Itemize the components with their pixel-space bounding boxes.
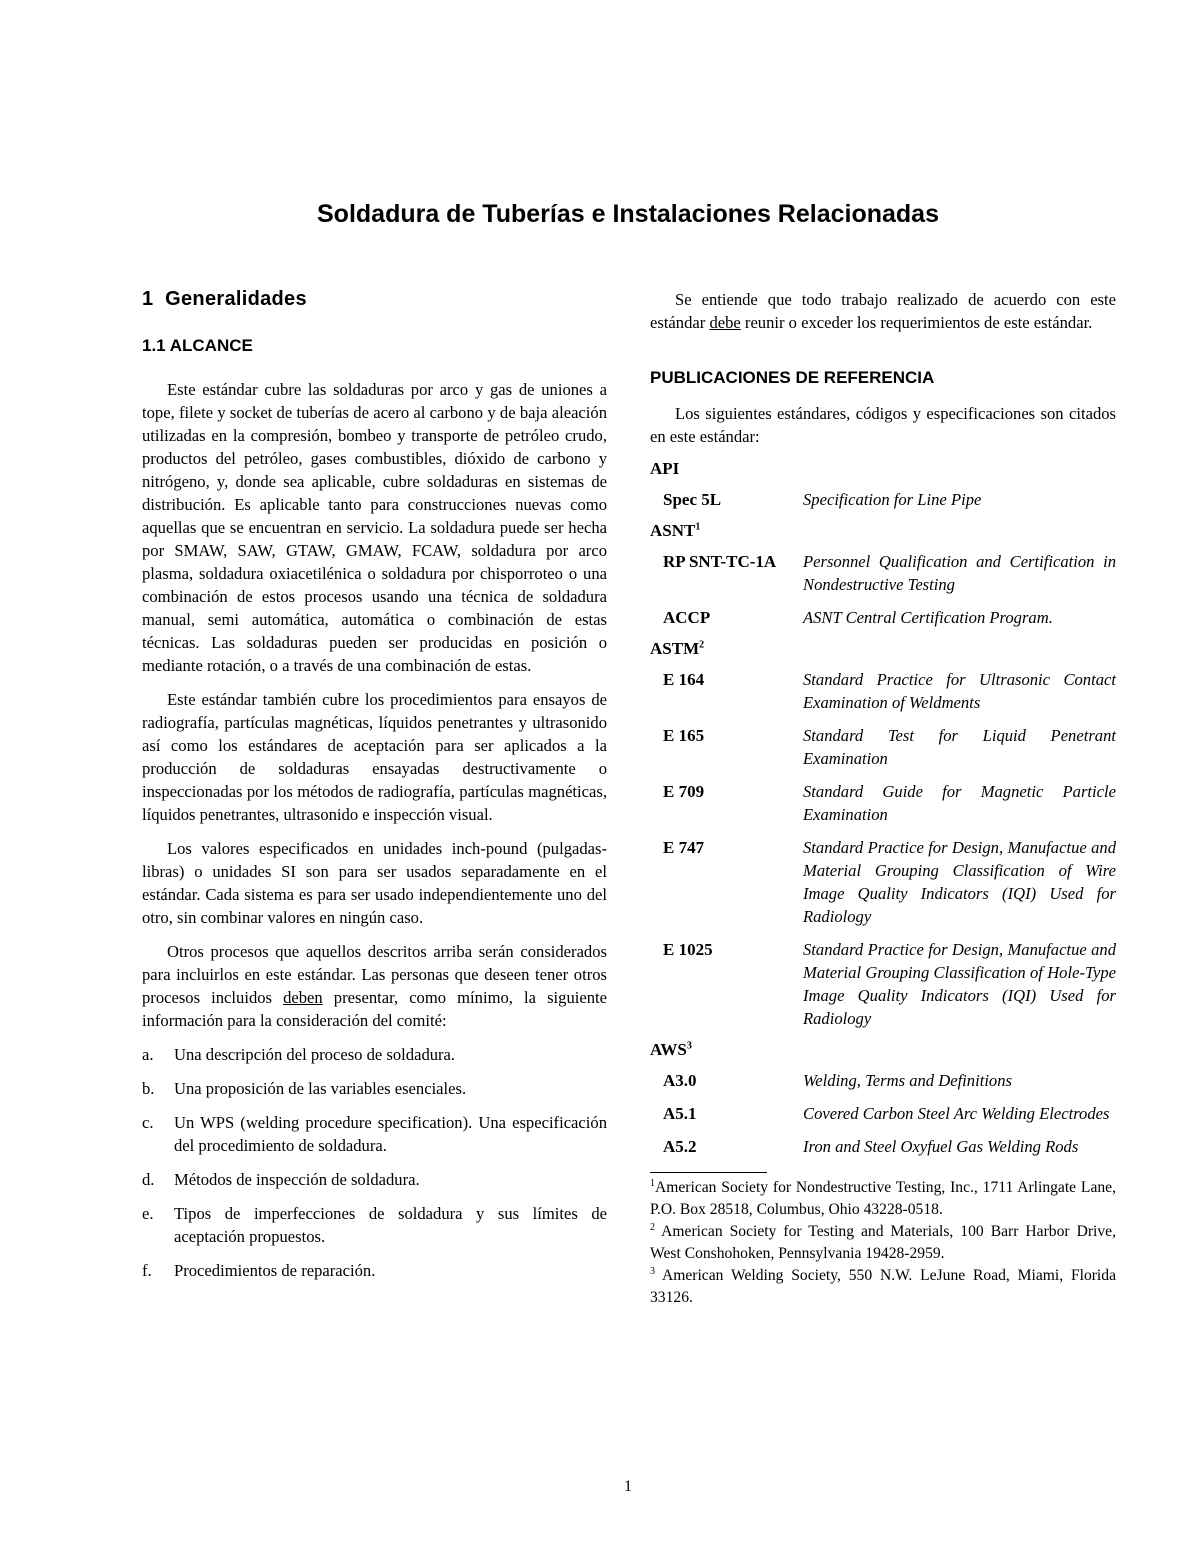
scope-paragraph-2: Este estándar también cubre los procedimientos para ensayos de radiografía, partículas magnéticas, líquidos penetrantes y ultrasonido así como los estándares de aceptación para ser aplicados a la producción de soldaduras ensayadas destructivamente o inspeccionadas por los métodos de radiografía, partículas magnéticas, líquidos penetrantes, ultrasonido e inspección visual. [142,690,607,824]
conformance-paragraph [650,288,1116,334]
org-name: AWS [650,1040,687,1059]
list-text: Tipos de imperfecciones de soldadura y sus límites de aceptación propuestos. [174,1204,607,1246]
reference-desc: Standard Practice for Design, Manufactue and Material Grouping Classification of Wire Image Quality Indicators (IQI) Used for Radiology [803,838,1116,926]
reference-entry [650,1069,1116,1092]
reference-desc: Personnel Qualification and Certification in Nondestructive Testing [803,552,1116,594]
right-column [650,288,1116,1309]
org-name: ASNT [650,521,696,540]
list-item [142,1077,607,1100]
reference-entry [650,488,1116,511]
list-label: b. [142,1079,155,1098]
org-heading-asnt [650,521,1116,541]
reference-entry [650,1102,1116,1125]
list-text: Métodos de inspección de soldadura. [174,1170,420,1189]
reference-code: E 164 [663,670,705,689]
reference-entry [650,668,1116,714]
org-name: API [650,459,680,478]
footnote-mark: 3 [650,1265,655,1277]
reference-desc: Covered Carbon Steel Arc Welding Electrodes [803,1104,1110,1123]
reference-desc: Standard Practice for Design, Manufactue and Material Grouping Classification of Hole-Type Image Quality Indicators (IQI) Used for Radiology [803,940,1116,1028]
page-title: Soldadura de Tuberías e Instalaciones Relacionadas [317,200,939,228]
reference-desc: Welding, Terms and Definitions [803,1071,1012,1090]
footnote-ref: 2 [699,639,705,651]
footnote [650,1265,1116,1309]
reference-code: A5.1 [663,1104,697,1123]
page-number: 1 [624,1478,632,1495]
footnote-mark: 1 [650,1177,655,1189]
reference-code: E 709 [663,782,705,801]
list-item [142,1043,607,1066]
subsection-title: ALCANCE [169,336,253,355]
reference-desc: ASNT Central Certification Program. [803,608,1053,627]
left-column [142,288,607,1293]
emphasis-debe: debe [709,313,741,332]
reference-desc: Standard Guide for Magnetic Particle Examination [803,782,1116,824]
reference-entry [650,550,1116,596]
paragraph-text: Se entiende que todo trabajo realizado de acuerdo con este estándar [650,290,1116,332]
footnote-text: American Welding Society, 550 N.W. LeJune Road, Miami, Florida 33126. [650,1267,1116,1306]
list-item [142,1202,607,1248]
reference-entry [650,836,1116,928]
reference-entry [650,938,1116,1030]
list-item [142,1111,607,1157]
org-heading-api [650,459,1116,479]
org-heading-astm [650,639,1116,659]
list-item [142,1168,607,1191]
list-text: Procedimientos de reparación. [174,1261,376,1280]
paragraph-text: presentar, como mínimo, la siguiente información para la consideración del comité: [142,988,608,1030]
org-heading-aws [650,1040,1116,1060]
footnote [650,1221,1116,1265]
footnote [650,1177,1116,1221]
references-heading: PUBLICACIONES DE REFERENCIA [650,368,935,387]
reference-code: A3.0 [663,1071,697,1090]
reference-code: A5.2 [663,1137,697,1156]
reference-desc: Iron and Steel Oxyfuel Gas Welding Rods [803,1137,1079,1156]
reference-desc: Standard Practice for Ultrasonic Contact Examination of Weldments [803,670,1116,712]
footnote-ref: 1 [695,521,701,533]
subsection-heading [142,336,607,356]
reference-code: RP SNT-TC-1A [663,552,777,571]
reference-code: E 165 [663,726,705,745]
reference-code: ACCP [663,608,711,627]
reference-entry [650,724,1116,770]
footnote-text: American Society for Nondestructive Testing, Inc., 1711 Arlingate Lane, P.O. Box 28518, Columbus, Ohio 43228-0518. [650,1179,1116,1218]
emphasis-debe: deben [283,988,323,1007]
scope-paragraph-1: Este estándar cubre las soldaduras por arco y gas de uniones a tope, filete y socket de tuberías de acero al carbono y de baja aleación utilizadas en la compresión, bombeo y transporte de petróleo crudo, productos del petróleo, gases combustibles, dióxido de carbono y nitrógeno, y, donde sea aplicable, cubre soldaduras en sistemas de distribución. Es aplicable tanto para construcciones nuevas como aquellas que se encuentran en servicio. La soldadura puede ser hecha por SMAW, SAW, GTAW, GMAW, FCAW, soldadura por arco plasma, soldadura oxiacetilénica o soldadura por chisporroteo o una combinación de estos procesos usando una técnica de soldadura manual, semi automática, automática o combinación de estas técnicas. Las soldaduras pueden ser producidas en posición o mediante rotación, o a través de una combinación de estas. [142,380,607,675]
footnote-text: American Society for Testing and Materials, 100 Barr Harbor Drive, West Conshohoken, Pennsylvania 19428-2959. [650,1223,1116,1262]
paragraph-text: Otros procesos que aquellos descritos arriba serán considerados para incluirlos en este estándar. Las personas que deseen tener otros procesos incluidos [142,942,607,1007]
reference-code: Spec 5L [663,490,722,509]
list-text: Una descripción del proceso de soldadura. [174,1045,456,1064]
list-label: c. [142,1113,154,1132]
section-number: 1 [142,288,154,310]
footnote-ref: 3 [686,1040,692,1052]
references-intro: Los siguientes estándares, códigos y especificaciones son citados en este estándar: [650,404,1116,446]
footnote-divider [650,1172,767,1173]
reference-entry [650,1135,1116,1158]
footnote-mark: 2 [650,1221,655,1233]
reference-desc: Standard Test for Liquid Penetrant Examination [803,726,1116,768]
reference-code: E 747 [663,838,705,857]
list-text: Una proposición de las variables esenciales. [174,1079,467,1098]
reference-entry [650,606,1116,629]
list-text: Un WPS (welding procedure specification). Una especificación del procedimiento de soldadura. [174,1113,607,1155]
scope-paragraph-3: Los valores especificados en unidades inch-pound (pulgadas- libras) o unidades SI son para ser usados separadamente en el estándar. Cada sistema es para ser usado independientemente uno del otro, sin combinar valores en ningún caso. [142,839,607,927]
list-label: a. [142,1045,154,1064]
scope-paragraph-4 [142,940,607,1032]
section-title: Generalidades [165,288,307,310]
reference-code: E 1025 [663,940,713,959]
list-label: d. [142,1170,155,1189]
section-heading [142,288,607,311]
list-item [142,1259,607,1282]
list-label: e. [142,1204,154,1223]
subsection-number: 1.1 [142,336,166,355]
paragraph-text: reunir o exceder los requerimientos de este estándar. [740,313,1093,332]
requirements-list [142,1043,607,1282]
reference-desc: Specification for Line Pipe [803,490,982,509]
org-name: ASTM [650,639,700,658]
reference-entry [650,780,1116,826]
list-label: f. [142,1261,152,1280]
